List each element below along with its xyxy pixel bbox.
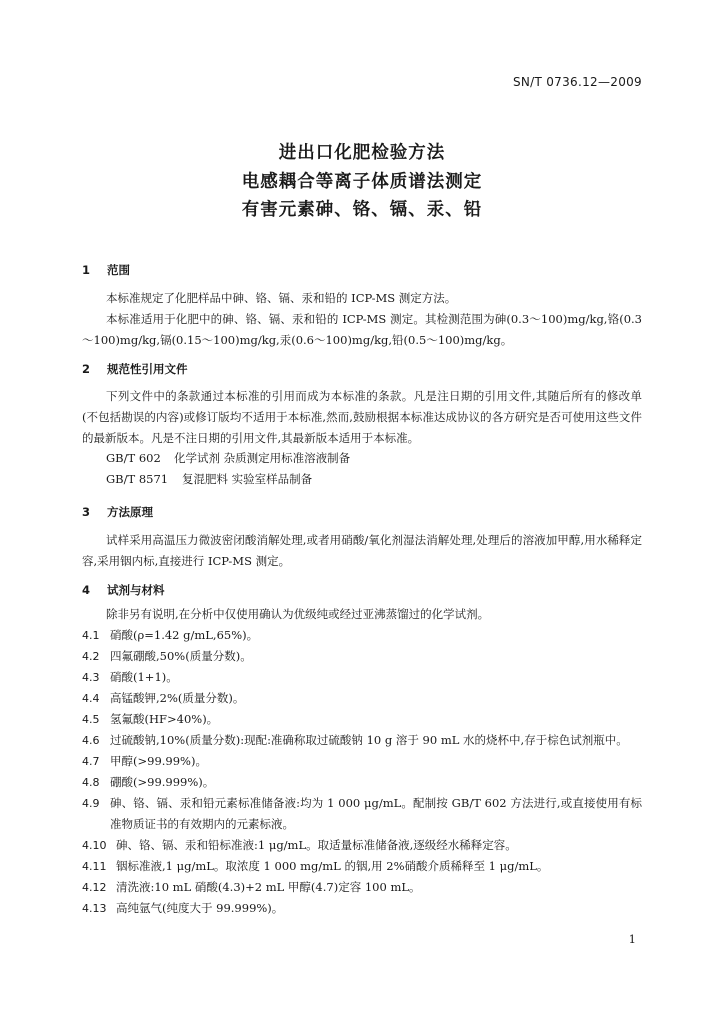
section-3-heading [82,504,153,520]
item-text: 氢氟酸(HF>40%)。 [110,712,219,726]
item-number: 4.11 [82,860,107,873]
page-number: 1 [628,932,636,946]
item-number: 4.9 [82,797,100,810]
list-item [82,625,642,646]
section-number: 3 [82,505,91,519]
item-text: 硝酸(1+1)。 [110,670,178,684]
section-title: 规范性引用文件 [107,362,188,376]
section-1-paragraph-2: 本标准适用于化肥中的砷、铬、镉、汞和铅的 ICP-MS 测定。其检测范围为砷(0.3～100)mg/kg,铬(0.3～100)mg/kg,镉(0.15～100)mg/kg,汞(0.6～100)mg/kg,铅(0.5～100)mg/kg。 [82,312,642,347]
section-number: 1 [82,263,91,277]
section-title: 方法原理 [107,505,153,519]
list-item [82,877,642,898]
item-number: 4.6 [82,734,100,747]
list-item [82,793,642,835]
title-line-1: 进出口化肥检验方法 [278,143,446,163]
item-text: 甲醇(>99.99%)。 [110,754,207,768]
item-text: 砷、铬、镉、汞和铅标准液:1 μg/mL。取适量标准储备液,逐级经水稀释定容。 [116,838,517,852]
item-text: 砷、铬、镉、汞和铅元素标准储备液:均为 1 000 μg/mL。配制按 GB/T 602 方法进行,或直接使用有标准物质证书的有效期内的元素标液。 [110,796,642,831]
item-text: 高纯氩气(纯度大于 99.999%)。 [116,901,284,915]
item-number: 4.7 [82,755,100,768]
reference-code: GB/T 8571 [106,472,169,486]
list-item [82,898,642,919]
item-text: 清洗液:10 mL 硝酸(4.3)+2 mL 甲醇(4.7)定容 100 mL。 [116,880,421,894]
section-number: 4 [82,583,91,597]
section-2-paragraph-1: 下列文件中的条款通过本标准的引用而成为本标准的条款。凡是注日期的引用文件,其随后所有的修改单(不包括勘误的内容)或修订版均不适用于本标准,然而,鼓励根据本标准达成协议的各方研究是否可使用这些文件的最新版本。凡是不注日期的引用文件,其最新版本适用于本标准。 [82,389,642,445]
section-3-paragraph-1: 试样采用高温压力微波密闭酸消解处理,或者用硝酸/氧化剂湿法消解处理,处理后的溶液加甲醇,用水稀释定容,采用铟内标,直接进行 ICP-MS 测定。 [82,533,642,568]
title-line-3: 有害元素砷、铬、镉、汞、铅 [241,200,483,220]
list-item [82,646,642,667]
section-number: 2 [82,362,91,376]
section-title: 范围 [107,263,130,277]
section-4-heading [82,582,165,598]
item-text: 过硫酸钠,10%(质量分数):现配:准确称取过硫酸钠 10 g 溶于 90 mL 水的烧杯中,存于棕色试剂瓶中。 [110,733,628,747]
reference-item [106,450,350,466]
list-item [82,688,642,709]
title-block [0,139,724,225]
item-number: 4.1 [82,629,100,642]
item-text: 四氟硼酸,50%(质量分数)。 [110,649,252,663]
list-item [82,667,642,688]
item-number: 4.2 [82,650,100,663]
section-1-heading [82,262,130,278]
list-item [82,730,642,751]
item-number: 4.10 [82,839,107,852]
item-number: 4.5 [82,713,100,726]
section-title: 试剂与材料 [107,583,165,597]
list-item [82,709,642,730]
list-item [82,835,642,856]
item-number: 4.13 [82,902,107,915]
item-text: 硝酸(ρ=1.42 g/mL,65%)。 [110,628,259,642]
list-item [82,772,642,793]
item-number: 4.4 [82,692,100,705]
item-text: 铟标准液,1 μg/mL。取浓度 1 000 mg/mL 的铟,用 2%硝酸介质稀释至 1 μg/mL。 [116,859,549,873]
item-number: 4.12 [82,881,107,894]
list-item [82,751,642,772]
standard-code: SN/T 0736.12—2009 [512,75,642,89]
list-item [82,856,642,877]
item-number: 4.3 [82,671,100,684]
reference-title: 复混肥料 实验室样品制备 [182,472,313,486]
title-line-2: 电感耦合等离子体质谱法测定 [241,171,483,192]
reference-title: 化学试剂 杂质测定用标准溶液制备 [174,451,351,465]
reference-code: GB/T 602 [106,451,161,465]
section-2-heading [82,361,188,377]
reagent-list [82,625,642,919]
item-text: 硼酸(>99.999%)。 [110,775,215,789]
item-text: 高锰酸钾,2%(质量分数)。 [110,691,245,705]
section-1-paragraph-1: 本标准规定了化肥样品中砷、铬、镉、汞和铅的 ICP-MS 测定方法。 [106,291,457,305]
item-number: 4.8 [82,776,100,789]
section-4-intro: 除非另有说明,在分析中仅使用确认为优级纯或经过亚沸蒸馏过的化学试剂。 [106,607,490,621]
reference-item [106,471,312,487]
